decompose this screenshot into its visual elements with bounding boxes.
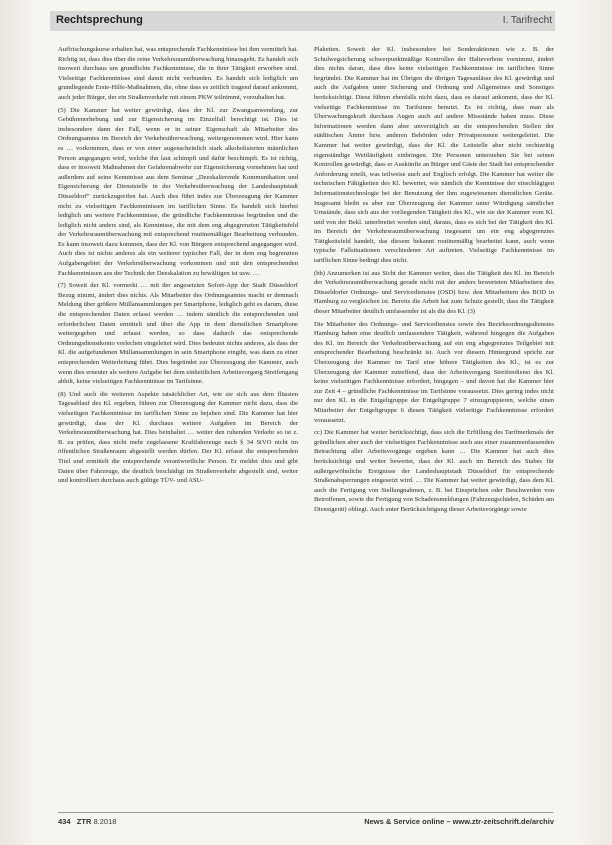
left-column — [58, 45, 298, 815]
paragraph: Auffrischungskurse erhalten hat, was entsprechende Fachkenntnisse bei ihm vermittelt hat. Richtig ist, dass dies über die reine Verkehrsraumüberwachung hinausgeht. Es handelt sich insoweit durchaus um grundlichte Fachkenntnisse, die in ihrer Tätigkeit erworben sind. Vielseitige Fachkenntnisse sind damit nicht verbunden. Es handelt sich lediglich um grundlegende Erste-Hilfe-Maßnahmen, die, ohne dass es zeitlich tragend darauf ankommt, auch jeder Bürger, der ein Straßenverkehr mit einem PKW teilnimmt, vorzuhalten hat. — [58, 46, 298, 101]
section-title: Rechtsprechung — [56, 14, 143, 26]
right-column — [314, 45, 554, 815]
paragraph: cc) Die Kammer hat weiter berücksichtigt, dass sich die Erfüllung des Tarifmerkmals der gründlichen aber auch der vielseitigen Fachkenntnisse auch aus einer zusammenfassenden Betrachtung aller Arbeitsvorgänge ergeben kann … Die Kammer hat auch dies berücksichtigt und weiter bewertet, dass der Kl. auch im Bereich des Stabes für außergewöhnliche Ereignisse der Landeshauptstadt Düsseldorf für entsprechende Straßenabsperrungen eingesetzt wird. … Die Kammer hat weiter gewürdigt, dass dem Kl. auch die Fertigung von Stellungnahmen, z. B. bei Einsprüchen oder Beschwerden von Betroffenen, sowie die Fertigung von Schadensmeldungen (Fahrzeugschäden, Schäden am Dienstgerät) obliegt. Auch unter Berücksichtigung dieser Arbeitsvorgänge sowie — [314, 429, 554, 513]
footer-link[interactable]: News & Service online – www.ztr-zeitschrift.de/archiv — [364, 817, 554, 826]
journal-name: ZTR — [76, 817, 92, 826]
section-topic: I. Tarifrecht — [502, 15, 552, 26]
journal-issue: 8.2018 — [93, 817, 117, 826]
paragraph: (8) Und auch die weiteren Aspekte tatsächlicher Art, wie sie sich aus dem flüssien Tagesablauf des Kl. ergeben, führen zur Überzeugung der Kammer nicht dazu, dass die vielseitigen Fachkenntnisse im tariflichen Sinne zu bejahen sind. Die Kammer hat hier gewürdigt, dass der Kl. durchaus weitere Aufgaben im Bereich der Verkehrsraumüberwachung hat. Dies beinhaltet … weiter den ruhenden Verkehr so ist z. B. zu prüfen, dass nicht mehr zugelassene Kraftfahrzeuge nach § 34 StVO nicht im öffentlichen Straßenraum abgestellt werden dürfen. Der Kl. erfasst die entsprechenden Titel und ermittelt die entsprechende verantwortliche Person. Er meldet dies und gibt Daten über Fahrzeuge, die deutlich beschädigt im Straßenverkehr abgestellt sind, weiter und kontrolliert durchaus auch gültige TÜV- und ASU- — [58, 390, 298, 485]
paragraph: (7) Soweit der Kl. vormerkt … mit der angesetzten Sofort-App der Stadt Düsseldorf Bezug nimmt, ändert dies nichts. Als Mitarbeiter des Ordnungsamtes macht er demnach Meldung über größere Müllansammlungen per Smartphone, lediglich geht es darum, diese die entsprechenden Daten erfasst werden … indem sämtlich die entsprechenden und erforderlichen Daten ermittelt und über die App in dem dienstlichen Smartphone weitergegeben und erfasst werden, so dass dadurch das entsprechende Ordnungsdienstkonto vorlechen eingeleitet wird. Dies bedeutet nichts anderes, als dass der Kl. die aufgefundenen Müllansammlungen in sein Smartphone eingibt, was dann zu einer entsprechenden Weiterleitung führt. Dies begründet zur Überzeugung der Kammer, auch wenn dies erneuter als weitere Aufgabe bei dem einheitlichen Arbeitsvorgang Streifengang abhilt, keine vielseitigen Fachkenntnisse im Tarifsinne. — [58, 282, 298, 386]
footer-citation — [58, 817, 116, 826]
paragraph: Plaketten. Soweit der Kl. insbesondere bei Sonderaktionen wie z. B. der Schulwegsicherung schwerpunktmäßige Kontrollen der Halteverbote vornimmt, ändert dies nichts daran, dass dies keine vielseitigen Fachkenntnisse im tariflichen Sinne begründet. Die Kammer hat im Übrigen die übrigen Tagesanlässe des Kl. gewürdigt und auch die Aufgaben unter Sicherung und Ordnung und Allgemeines und Sonstiges berücksichtigt. Diese führen ebenfalls nicht dazu, dass es darauf ankommt, dass der Kl. vielseitige Fachkenntnisse im Tarifsinne benutzt. Es ist richtig, dass man als Überwachungskraft durchaus Augen auch auf andere Missstände haben muss. Diese Informationen werden dann aber unverzüglich an die entsprechenden Stellen der städtischen Ämter bzw. anderen Behörden oder Privatpersonen weitergeleitet. Die Kammer hat weiter gewürdigt, dass der Kl. die Leitstelle aber nicht rechtzeitig eigenständige Weitläufigkeit einbringen. Die Personen unterstehen Sie bei seinen Kontrollen gewürdigt, dass er Auskünfte an Bürger und Gäste der Stadt bei entsprechender Anforderung erteilt, was teilweise auch auf Englisch erfolgt. Die Kammer hat weiter die technischen Fähigkeiten des Kl. bewertet, wie nämlich die Kenntnisse der einschlägigen Informationstechnologie bei der Benutzung der ihm zugewiesenen dienstlichen Geräte. Insgesamt bleibt es aber zur Überzeugung der Kammer unter Würdigung sämtlicher Umstände, dass sich aus der vorliegenden Tätigkeit des Kl., wie sie der Kammer vom Kl. und von der Bekl. unterbreitet worden sind, daraus, dass es sich bei der Tätigkeit des Kl. im Bereich der Verkehrsraumüberwachung insgesamt um ein eng abgegrenztes Tätigkeitsfeld handelt, das diesem bekannt routinemäßig bearbeitet kann, auch wenn typische Fallsituationen verschiedener Art auftreten. Vielseitige Fachkenntnisse im tariflichen Sinne bedingt dies nicht. — [314, 46, 554, 265]
paragraph: Die Mitarbeiter des Ordnungs- und Servicedienstes sowie des Bezirksordnungsdienstes Hamburg haben eine deutlich umfassendere Tätigkeit, während hingegen die Aufgaben des Kl. im Bereich der Verkehrsüberwachung auf ein eng abgegrenztes Teilgebiet mit entsprechender Bearbeitung beschränkt ist. Auch vor diesem Hintergrund spricht zur Überzeugung der Kammer im Tarif eine höhere Tätigkeiten des Kl., ist es zur Überzeugung der Kammer zutreffend, dass der Arbeitsvorgang Streifendienst des Kl. keine vielseitigen Fachkenntnisse erfordert, hingegen – und davon hat die Kammer hier zur Zeit 4 – gründliche Fachkenntnisse im Tarifsinne voraussetzt. Dies gering indes nicht nur den Kl. in die Entgeltgruppe der Entgeltgruppe 7 einzugruppieren, welche einen Mitarbeiter der Entgeltgruppe 6 diesen Tätigkeit vielseitige Fachkenntnisse erfordert voraussetzt. — [314, 320, 554, 424]
paragraph: (bb) Anzumerken ist aus Sicht der Kammer weiter, dass die Tätigkeit des Kl. im Bereich der Verkehrsraumüberwachung gerade nicht mit der anders bewerteten Mitarbeitern des Düsseldorfer Ordnungs- und Servicedienstes (OSD) bzw. den Mitarbeitern des BOD in Hamburg zu vergleichen ist. Bereits die Arbeit hat zum Schutz gestellt, dass die Tätigkeit dieser Mitarbeiter deutlich umfassender ist als die des Kl. (3) — [314, 269, 554, 316]
page-number: 434 — [58, 817, 71, 826]
paragraph: (5) Die Kammer hat weiter gewürdigt, dass der Kl. zur Zwangsanwendung, zur Gebührenerhebung und zur Eigensicherung im Einzelfall berechtigt ist. Dies ist insbesondere dann der Fall, wenn er in seiner Eigenschaft als Mitarbeiter des Ordnungsamtes im Bereich der Verkehrsüberwachung, weitergenommen wird. Hier kann es … vorkommen, dass er von einer augenscheinlich stark alkoholisierten männlichen Person angegangen wird, welche ihn laut schimpft und dafür beschimpft. Es ist richtig, dass er insoweit Maßnahmen der Gefahrenabwehr zur Eigensicherung vornehmen hat und außerdem auf seine Kenntnisse aus dem Seminar „Deeskalierende Kommunikation und Eigensicherung der Dienststelle in der Verkehrsüberwachung der Landeshauptstadt Düsseldorf“ zurückzugreifen hat. Auch dies führt indes zur Überzeugung der Kammer nicht zu vielseitigen Fachkenntnissen im tariflichen Sinne. Es handelt sich hierbei lediglich um weitere Fachkenntnisse, die gründliche Fachkenntnisse begründen und die lediglich nicht anders sind, als Kenntnisse, die mit dem eng abgegrenzten Tätigkeitsfeld der Verkehrsraumüberwachung mit entsprechend routinemäßiger Bearbeitung verbunden. Es kann insoweit dazu kommen, dass der Kl. von Bürgern entsprechend angegangen wird. Auch dies ist nichts anderes als ein weiterer typischer Fall, der in dem eng begrenzten Aufgabengebiet der Verkehrsüberwachung vorkommen und mit den entsprechenden Fachkenntnissen aus der Technik der Deeskalation zu bewältigen ist usw. … — [58, 106, 298, 277]
footer-rule — [58, 812, 553, 813]
